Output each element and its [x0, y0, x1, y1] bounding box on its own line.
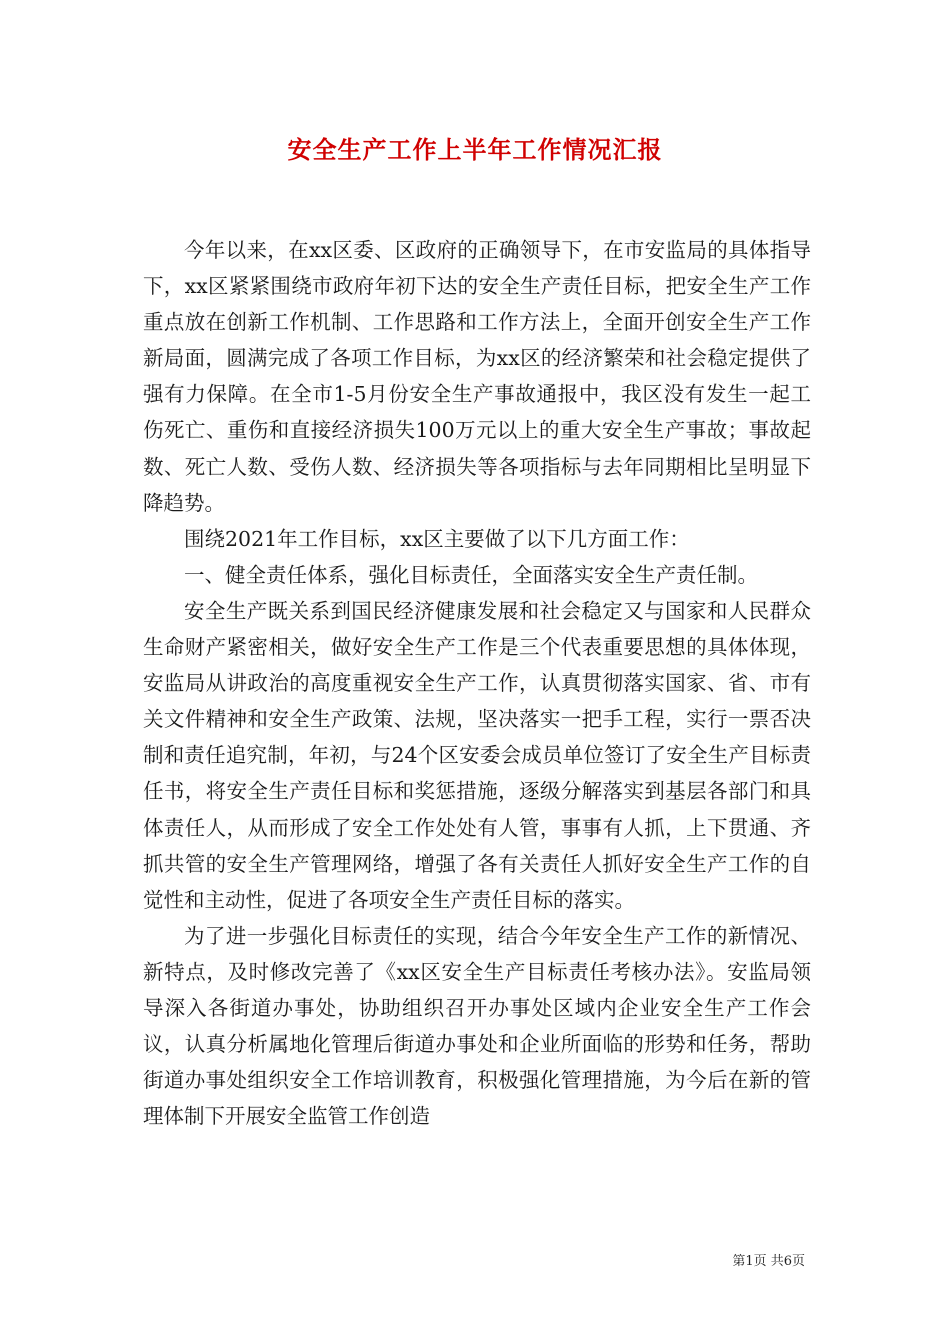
paragraph-assessment: 为了进一步强化目标责任的实现，结合今年安全生产工作的新情况、新特点，及时修改完善了《xx区安全生产目标责任考核办法》。安监局领导深入各街道办事处，协助组织召开办事处区域内企业安全生产工作会议，认真分析属地化管理后街道办事处和企业所面临的形势和任务，帮助街道办事处组织安全工作培训教育，积极强化管理措施，为今后在新的管理体制下开展安全监管工作创造	[143, 923, 811, 1129]
paragraph-goals: 围绕2021年工作目标，xx区主要做了以下几方面工作：	[184, 526, 690, 551]
page-number: 第1页 共6页	[732, 1254, 805, 1269]
paragraph-responsibility: 安全生产既关系到国民经济健康发展和社会稳定又与国家和人民群众生命财产紧密相关，做好安全生产工作是三个代表重要思想的具体体现，安监局从讲政治的高度重视安全生产工作，认真贯彻落实国家、省、市有关文件精神和安全生产政策、法规，坚决落实一把手工程，实行一票否决制和责任追究制，年初，与24个区安委会成员单位签订了安全生产目标责任书，将安全生产责任目标和奖惩措施，逐级分解落实到基层各部门和具体责任人，从而形成了安全工作处处有人管，事事有人抓，上下贯通、齐抓共管的安全生产管理网络，增强了各有关责任人抓好安全生产工作的自觉性和主动性，促进了各项安全生产责任目标的落实。	[143, 598, 811, 912]
document-body	[143, 232, 811, 1134]
document-title: 安全生产工作上半年工作情况汇报	[287, 135, 663, 164]
section-heading-1: 一、健全责任体系，强化目标责任，全面落实安全生产责任制。	[184, 562, 758, 587]
paragraph-intro: 今年以来，在xx区委、区政府的正确领导下，在市安监局的具体指导下，xx区紧紧围绕市政府年初下达的安全生产责任目标，把安全生产工作重点放在创新工作机制、工作思路和工作方法上，全面开创安全生产工作新局面，圆满完成了各项工作目标，为xx区的经济繁荣和社会稳定提供了强有力保障。在全市1-5月份安全生产事故通报中，我区没有发生一起工伤死亡、重伤和直接经济损失100万元以上的重大安全生产事故；事故起数、死亡人数、受伤人数、经济损失等各项指标与去年同期相比呈明显下降趋势。	[143, 238, 811, 515]
